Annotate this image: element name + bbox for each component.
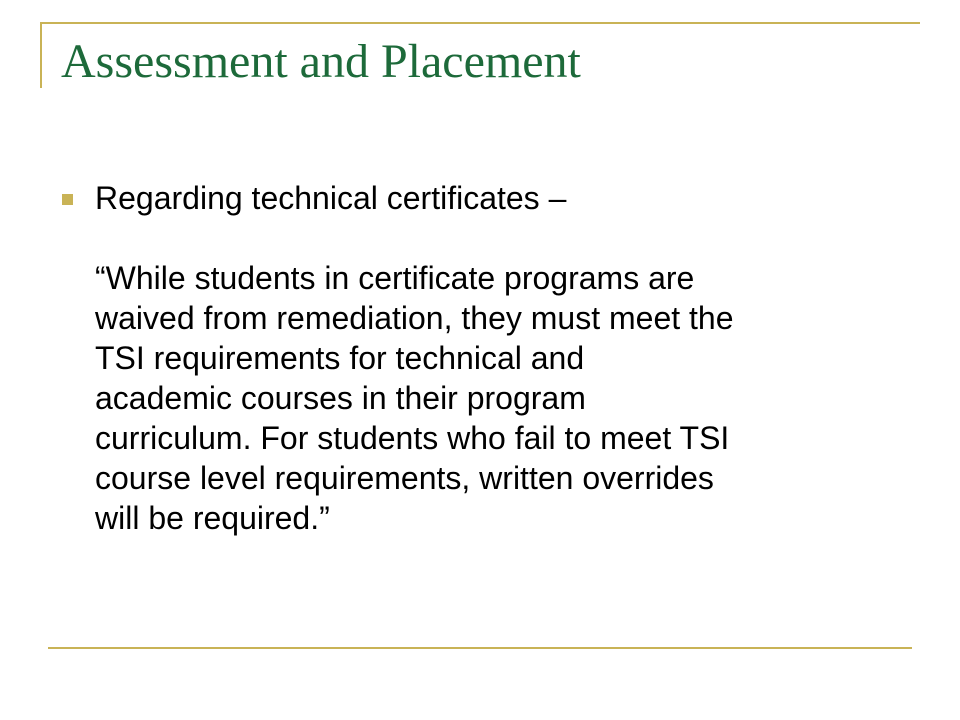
quote-line: will be required.” [95,500,330,536]
quote-block [95,258,915,538]
top-rule [40,22,920,24]
slide-title: Assessment and Placement [61,35,581,88]
square-bullet-icon [62,194,73,205]
quote-line: curriculum. For students who fail to meet TSI [95,420,730,456]
quote-line: waived from remediation, they must meet the [95,300,734,336]
quote-line: TSI requirements for technical and [95,340,585,376]
quote-line: “While students in certificate programs are [95,260,695,296]
bullet-text: Regarding technical certificates – [95,180,567,216]
quote-line: course level requirements, written overrides [95,460,714,496]
quote-line: academic courses in their program [95,380,586,416]
left-rule [40,22,42,88]
bottom-rule [48,647,912,649]
